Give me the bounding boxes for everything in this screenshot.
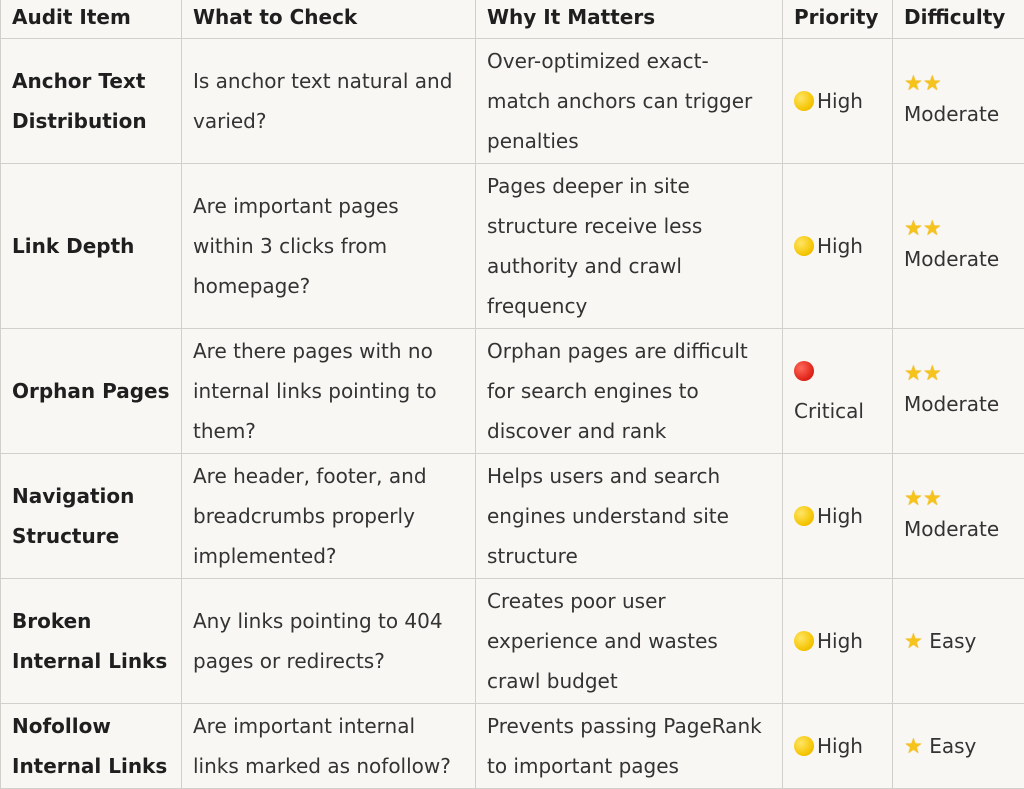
star-icon: ★ — [904, 488, 923, 508]
what-to-check-cell: Are header, footer, and breadcrumbs properly implemented? — [182, 454, 476, 579]
difficulty-label: Moderate — [904, 509, 1019, 549]
yellow-circle-icon — [794, 236, 814, 256]
difficulty-cell — [893, 454, 1024, 579]
table-row — [1, 579, 1024, 704]
header-audit-item: Audit Item — [1, 0, 182, 39]
difficulty-stars — [904, 362, 1019, 384]
audit-item-cell: Broken Internal Links — [1, 579, 182, 704]
star-icon: ★ — [904, 218, 923, 238]
audit-item-cell: Link Depth — [1, 164, 182, 329]
what-to-check-cell: Are important internal links marked as nofollow? — [182, 704, 476, 789]
priority-label: High — [817, 234, 863, 258]
priority-label: High — [817, 734, 863, 758]
yellow-circle-icon — [794, 91, 814, 111]
header-row — [1, 0, 1024, 39]
what-to-check-cell: Are important pages within 3 clicks from homepage? — [182, 164, 476, 329]
yellow-circle-icon — [794, 506, 814, 526]
difficulty-stars — [904, 217, 1019, 239]
why-it-matters-cell: Pages deeper in site structure receive less authority and crawl frequency — [476, 164, 783, 329]
table-row — [1, 164, 1024, 329]
priority-cell — [783, 454, 893, 579]
difficulty-label: Moderate — [904, 239, 1019, 279]
difficulty-label: Moderate — [904, 94, 1019, 134]
star-icon: ★ — [923, 218, 942, 238]
why-it-matters-cell: Orphan pages are difficult for search engines to discover and rank — [476, 329, 783, 454]
priority-cell — [783, 164, 893, 329]
why-it-matters-cell: Prevents passing PageRank to important pages — [476, 704, 783, 789]
star-icon: ★ — [923, 488, 942, 508]
priority-cell — [783, 579, 893, 704]
why-it-matters-cell: Creates poor user experience and wastes crawl budget — [476, 579, 783, 704]
what-to-check-cell: Is anchor text natural and varied? — [182, 39, 476, 164]
priority-cell — [783, 704, 893, 789]
star-icon: ★ — [904, 631, 923, 651]
priority-cell — [783, 39, 893, 164]
difficulty-cell — [893, 704, 1024, 789]
what-to-check-cell: Are there pages with no internal links pointing to them? — [182, 329, 476, 454]
star-icon: ★ — [904, 736, 923, 756]
audit-item-cell: Navigation Structure — [1, 454, 182, 579]
header-why-it-matters: Why It Matters — [476, 0, 783, 39]
table-row — [1, 704, 1024, 789]
why-it-matters-cell: Helps users and search engines understand site structure — [476, 454, 783, 579]
difficulty-cell — [893, 579, 1024, 704]
star-icon: ★ — [904, 363, 923, 383]
red-circle-icon — [794, 361, 814, 381]
difficulty-cell — [893, 329, 1024, 454]
audit-item-cell: Nofollow Internal Links — [1, 704, 182, 789]
priority-label: High — [817, 629, 863, 653]
star-icon: ★ — [904, 73, 923, 93]
why-it-matters-cell: Over-optimized exact-match anchors can trigger penalties — [476, 39, 783, 164]
table-row — [1, 329, 1024, 454]
difficulty-stars — [904, 487, 1019, 509]
star-icon: ★ — [923, 73, 942, 93]
priority-cell — [783, 329, 893, 454]
yellow-circle-icon — [794, 736, 814, 756]
difficulty-label: Easy — [929, 629, 976, 653]
star-icon: ★ — [923, 363, 942, 383]
table-row — [1, 39, 1024, 164]
audit-item-cell: Anchor Text Distribution — [1, 39, 182, 164]
difficulty-label: Easy — [929, 734, 976, 758]
difficulty-label: Moderate — [904, 384, 1019, 424]
priority-label: Critical — [794, 391, 881, 431]
header-priority: Priority — [783, 0, 893, 39]
priority-label: High — [817, 504, 863, 528]
difficulty-stars — [904, 72, 1019, 94]
header-difficulty: Difficulty — [893, 0, 1024, 39]
yellow-circle-icon — [794, 631, 814, 651]
priority-label: High — [817, 89, 863, 113]
difficulty-cell — [893, 39, 1024, 164]
header-what-to-check: What to Check — [182, 0, 476, 39]
what-to-check-cell: Any links pointing to 404 pages or redirects? — [182, 579, 476, 704]
difficulty-cell — [893, 164, 1024, 329]
audit-item-cell: Orphan Pages — [1, 329, 182, 454]
table-row — [1, 454, 1024, 579]
